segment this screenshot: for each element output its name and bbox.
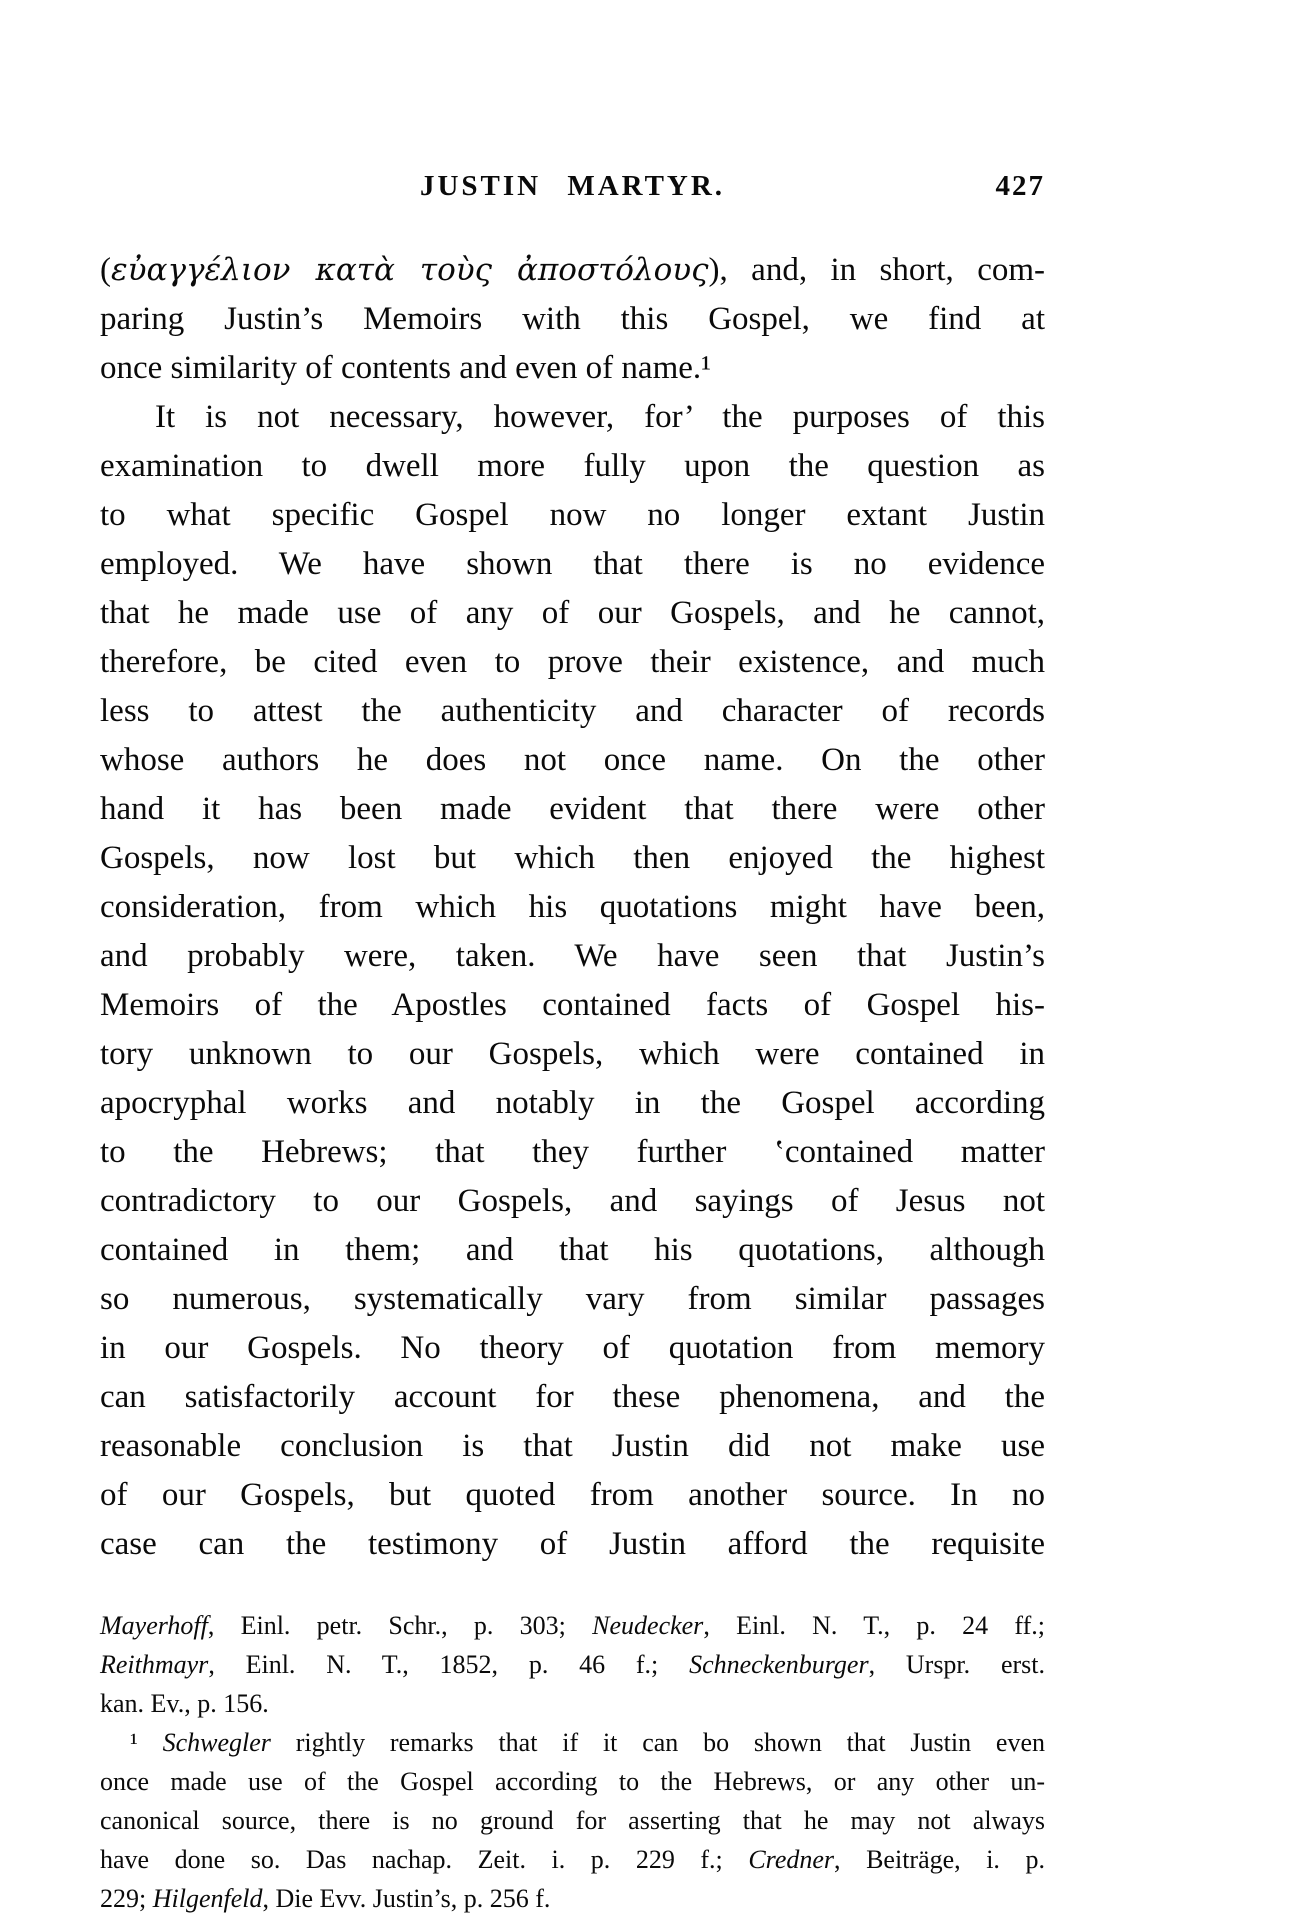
text-line	[100, 1723, 1045, 1762]
text-segment: tory unknown to our Gospels, which were contained in	[100, 1036, 1045, 1072]
text-segment: Credner	[748, 1845, 835, 1874]
text-segment: Mayerhoff	[100, 1611, 208, 1640]
greek-phrase: εὐαγγέλιον κατὰ τοὺς ἀποστόλους	[111, 252, 709, 288]
footnotes	[100, 1606, 1045, 1918]
text-line	[100, 1840, 1045, 1879]
text-line	[100, 1324, 1045, 1373]
text-segment: to the Hebrews; that they further ‛contained matter	[100, 1134, 1045, 1170]
text-segment: , Einl. petr. Schr., p. 303;	[207, 1611, 593, 1640]
text-segment: Schneckenburger	[689, 1650, 869, 1679]
body-text	[100, 246, 1045, 1569]
text-segment: Memoirs of the Apostles contained facts of Gospel his-	[100, 987, 1045, 1023]
text-line	[100, 834, 1045, 883]
text-line	[100, 246, 1045, 295]
text-line	[100, 785, 1045, 834]
text-segment: reasonable conclusion is that Justin did not make use	[100, 1428, 1045, 1464]
text-segment: less to attest the authenticity and character of records	[100, 693, 1045, 729]
text-segment: contradictory to our Gospels, and sayings of Jesus not	[100, 1183, 1045, 1219]
text-segment: have done so. Das nachap. Zeit. i. p. 229 f.;	[100, 1845, 749, 1874]
text-line	[100, 1684, 1045, 1723]
text-segment: 229;	[100, 1884, 153, 1913]
text-segment: ¹	[130, 1728, 163, 1757]
text-line	[100, 883, 1045, 932]
text-line	[100, 1030, 1045, 1079]
text-segment: Hilgenfeld	[152, 1884, 263, 1913]
text-segment: Neudecker	[592, 1611, 704, 1640]
text-segment: hand it has been made evident that there were other	[100, 791, 1045, 827]
text-segment: Gospels, now lost but which then enjoyed the highest	[100, 840, 1045, 876]
text-line	[100, 1177, 1045, 1226]
text-segment: once similarity of contents and even of name.¹	[100, 350, 712, 386]
page-number: 427	[995, 170, 1045, 202]
text-line	[100, 1128, 1045, 1177]
text-line	[100, 1422, 1045, 1471]
text-segment: whose authors he does not once name. On the other	[100, 742, 1045, 778]
text-line	[100, 1879, 1045, 1918]
text-line	[100, 1373, 1045, 1422]
text-line	[100, 491, 1045, 540]
text-segment: paring Justin’s Memoirs with this Gospel, we find at	[100, 301, 1045, 337]
text-line	[100, 1762, 1045, 1801]
text-segment: Reithmayr	[100, 1650, 209, 1679]
text-segment: can satisfactorily account for these phenomena, and the	[100, 1379, 1045, 1415]
text-line	[100, 1520, 1045, 1569]
text-line	[100, 1471, 1045, 1520]
text-segment: canonical source, there is no ground for asserting that he may not always	[100, 1806, 1045, 1835]
text-line	[100, 1645, 1045, 1684]
text-line	[100, 540, 1045, 589]
text-segment: and probably were, taken. We have seen that Justin’s	[100, 938, 1045, 974]
text-line	[100, 638, 1045, 687]
text-segment: rightly remarks that if it can bo shown that Justin even	[270, 1728, 1046, 1757]
text-line	[100, 393, 1045, 442]
text-segment: (	[100, 252, 111, 288]
text-segment: to what specific Gospel now no longer extant Justin	[100, 497, 1045, 533]
text-line	[100, 295, 1045, 344]
text-segment: consideration, from which his quotations might have been,	[100, 889, 1045, 925]
text-segment: apocryphal works and notably in the Gospel according	[100, 1085, 1045, 1121]
text-line	[100, 589, 1045, 638]
text-segment: , Die Evv. Justin’s, p. 256 f.	[262, 1884, 551, 1913]
text-segment: It is not necessary, however, for’ the purposes of this	[155, 399, 1045, 435]
text-line	[100, 344, 1045, 393]
text-segment: , Einl. N. T., p. 24 ff.;	[703, 1611, 1045, 1640]
text-line	[100, 1606, 1045, 1645]
page-title: JUSTIN MARTYR.	[419, 170, 726, 202]
text-segment: , Beiträge, i. p.	[834, 1845, 1045, 1874]
text-line	[100, 1275, 1045, 1324]
text-line	[100, 932, 1045, 981]
text-segment: kan. Ev., p. 156.	[100, 1689, 269, 1718]
text-segment: of our Gospels, but quoted from another source. In no	[100, 1477, 1045, 1513]
text-line	[100, 1801, 1045, 1840]
text-segment: so numerous, systematically vary from similar passages	[100, 1281, 1045, 1317]
text-segment: , Urspr. erst.	[868, 1650, 1045, 1679]
text-segment: in our Gospels. No theory of quotation from memory	[100, 1330, 1045, 1366]
text-line	[100, 1079, 1045, 1128]
text-segment: case can the testimony of Justin afford the requisite	[100, 1526, 1045, 1562]
text-segment: , Einl. N. T., 1852, p. 46 f.;	[208, 1650, 690, 1679]
running-header	[100, 170, 1045, 212]
text-segment: that he made use of any of our Gospels, and he cannot,	[100, 595, 1045, 631]
text-line	[100, 736, 1045, 785]
text-segment: examination to dwell more fully upon the question as	[100, 448, 1045, 484]
text-segment: employed. We have shown that there is no evidence	[100, 546, 1045, 582]
text-line	[100, 981, 1045, 1030]
text-segment: therefore, be cited even to prove their existence, and much	[100, 644, 1045, 680]
text-line	[100, 687, 1045, 736]
text-line	[100, 442, 1045, 491]
text-segment: contained in them; and that his quotations, although	[100, 1232, 1045, 1268]
text-line	[100, 1226, 1045, 1275]
text-segment: Schwegler	[162, 1728, 271, 1757]
text-segment: ), and, in short, com-	[708, 252, 1046, 288]
text-segment: once made use of the Gospel according to the Hebrews, or any other un-	[100, 1767, 1045, 1796]
